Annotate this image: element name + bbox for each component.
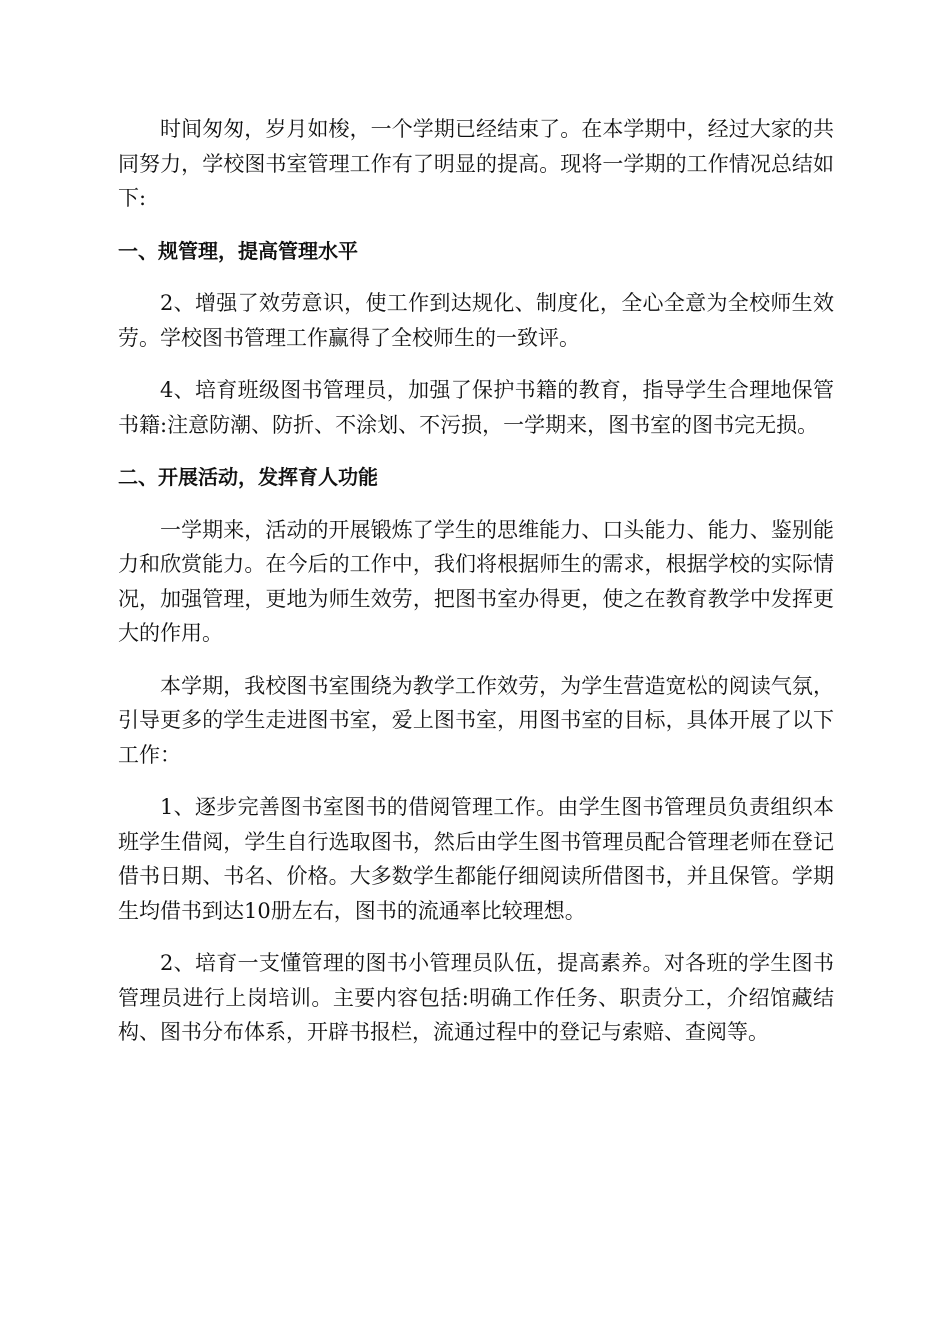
section-2-heading: 二、开展活动，发挥育人功能 xyxy=(118,465,378,489)
section-2-paragraph-4: 2、培育一支懂管理的图书小管理员队伍，提高素养。对各班的学生图书管理员进行上岗培训。主要内容包括:明确工作任务、职责分工，介绍馆藏结构、图书分布体系，开辟书报栏，流通过程中的登记与索赔、查阅等。 xyxy=(118,951,834,1044)
intro-paragraph: 时间匆匆，岁月如梭，一个学期已经结束了。在本学期中，经过大家的共同努力，学校图书室管理工作有了明显的提高。现将一学期的工作情况总结如下: xyxy=(118,117,834,210)
document-page xyxy=(118,112,834,1050)
section-2-paragraph-3: 1、逐步完善图书室图书的借阅管理工作。由学生图书管理员负责组织本班学生借阅，学生自行选取图书，然后由学生图书管理员配合管理老师在登记借书日期、书名、价格。大多数学生都能仔细阅读所借图书，并且保管。学期生均借书到达10册左右，图书的流通率比较理想。 xyxy=(118,795,834,923)
section-1-paragraph-2: 4、培育班级图书管理员，加强了保护书籍的教育，指导学生合理地保管书籍:注意防潮、防折、不涂划、不污损，一学期来，图书室的图书完无损。 xyxy=(118,378,834,437)
section-2-paragraph-1: 一学期来，活动的开展锻炼了学生的思维能力、口头能力、能力、鉴别能力和欣赏能力。在今后的工作中，我们将根据师生的需求，根据学校的实际情况，加强管理，更地为师生效劳，把图书室办得更，使之在教育教学中发挥更大的作用。 xyxy=(118,517,834,645)
section-1-heading: 一、规管理，提高管理水平 xyxy=(118,238,358,263)
section-2-paragraph-2: 本学期，我校图书室围绕为教学工作效劳，为学生营造宽松的阅读气氛，引导更多的学生走进图书室，爱上图书室，用图书室的目标，具体开展了以下工作： xyxy=(118,673,834,767)
section-1-paragraph-1: 2、增强了效劳意识，使工作到达规化、制度化，全心全意为全校师生效劳。学校图书管理工作赢得了全校师生的一致评。 xyxy=(118,291,834,350)
